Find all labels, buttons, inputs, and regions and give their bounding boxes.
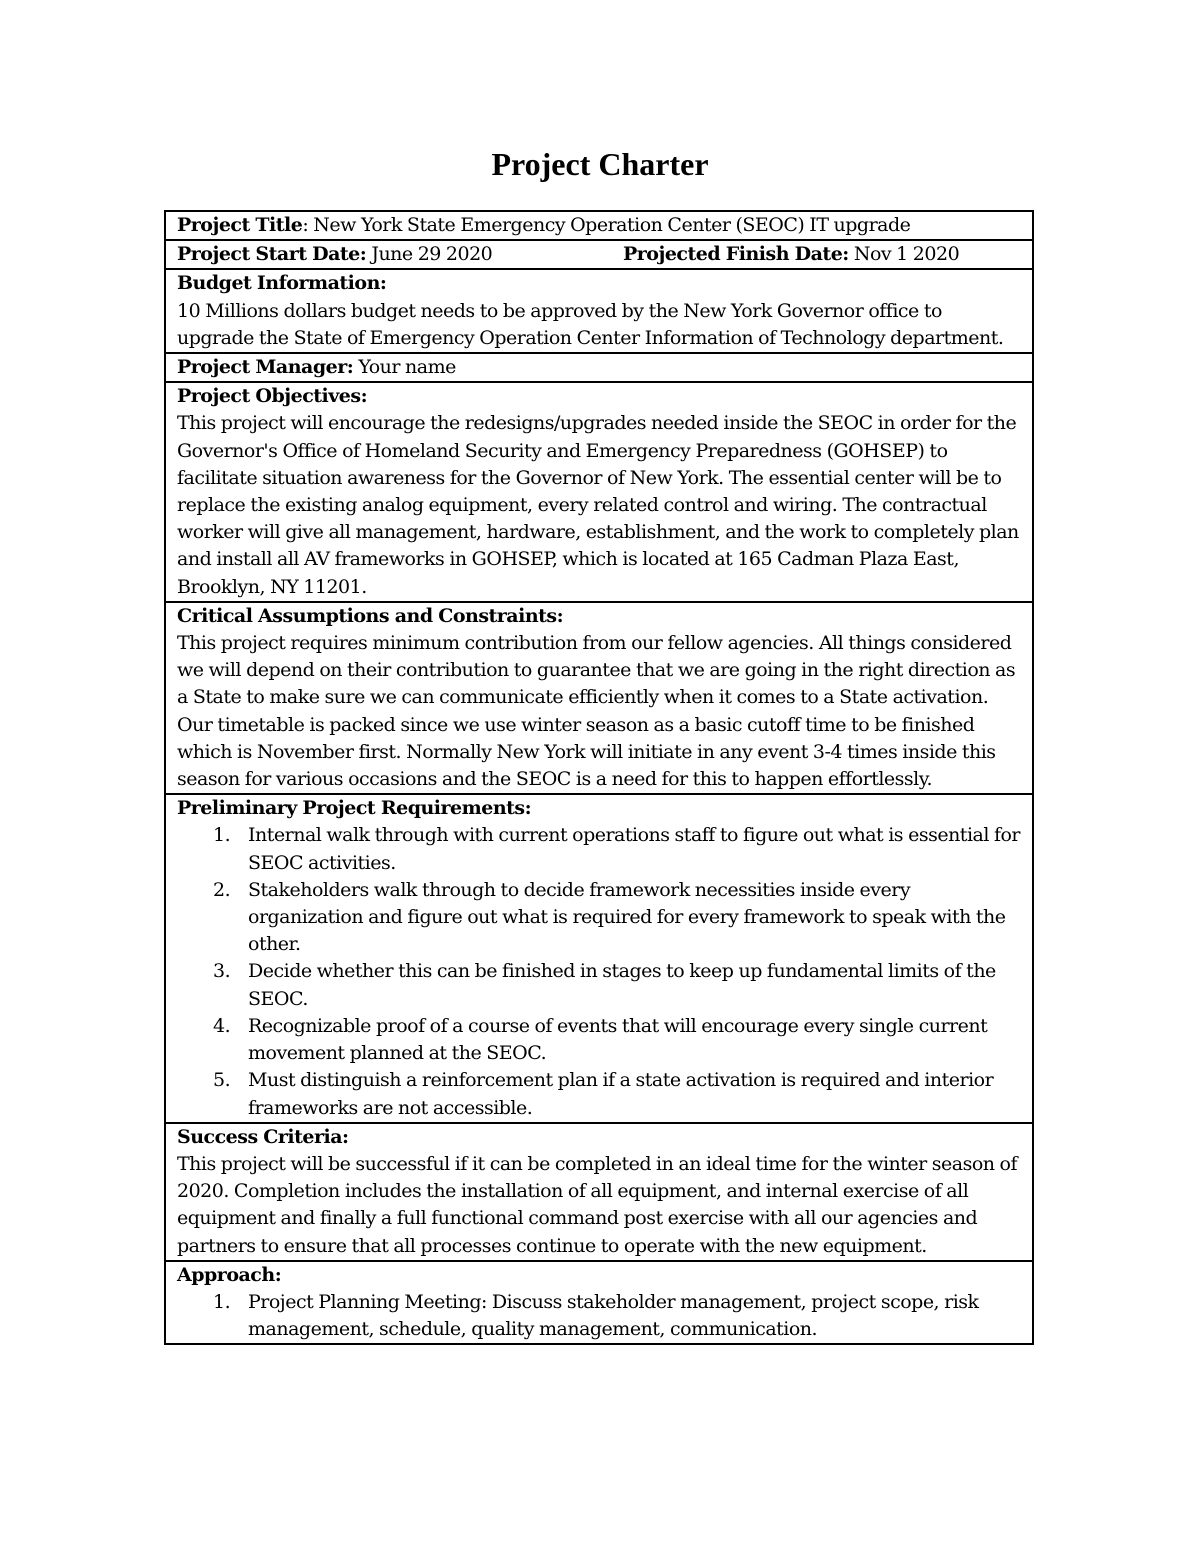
manager-value: Your name (358, 356, 456, 379)
list-item-text: Decide whether this can be finished in stages to keep up fundamental limits of the SEOC. (248, 960, 996, 1010)
list-number: 4. (213, 1014, 231, 1037)
manager-label: Project Manager: (177, 356, 354, 379)
list-item-text: Must distinguish a reinforcement plan if a state activation is required and interior frameworks are not accessible. (248, 1069, 994, 1119)
start-date-cell (177, 241, 623, 268)
project-title-value: New York State Emergency Operation Center (SEOC) IT upgrade (313, 214, 911, 236)
assumptions-text: This project requires minimum contribution from our fellow agencies. All things considered we will depend on their contribution to guarantee that we are going in the right direction as a State to make sure we can communicate efficiently when it comes to a State activation. Our timetable is packed since we use winter season as a basic cutoff time to be finished which is November first. Normally New York will initiate in any event 3-4 times inside this season for various occasions and the SEOC is a need for this to happen effortlessly. (177, 632, 1016, 791)
charter-table (164, 210, 1034, 1345)
list-number: 2. (213, 878, 231, 901)
objectives-row (166, 383, 1032, 603)
list-item-text: Stakeholders walk through to decide framework necessities inside every organization and figure out what is required for every framework to speak with the other. (248, 878, 1006, 956)
list-item (177, 1013, 1022, 1067)
project-title-label: Project Title (177, 214, 303, 236)
assumptions-row (166, 603, 1032, 795)
approach-row (166, 1262, 1032, 1346)
list-item-text: Recognizable proof of a course of events that will encourage every single current movement planned at the SEOC. (248, 1014, 988, 1065)
objectives-label: Project Objectives: (177, 385, 368, 408)
list-item (177, 1289, 1022, 1343)
list-item (177, 822, 1022, 876)
list-number: 3. (213, 960, 231, 983)
list-item-text: Internal walk through with current operations staff to figure out what is essential for SEOC activities. (248, 824, 1021, 874)
success-text: This project will be successful if it can be completed in an ideal time for the winter season of 2020. Completion includes the installation of all equipment, and internal exercise of all equipment and finally a full functional command post exercise with all our agencies and partners to ensure that all processes continue to operate with the new equipment. (177, 1152, 1018, 1257)
budget-text: 10 Millions dollars budget needs to be approved by the New York Governor office to upgrade the State of Emergency Operation Center Information of Technology department. (177, 299, 1004, 349)
list-number: 1. (213, 824, 231, 847)
list-item (177, 1067, 1022, 1121)
objectives-text: This project will encourage the redesigns/upgrades needed inside the SEOC in order for the Governor's Office of Homeland Security and Emergency Preparedness (GOHSEP) to facilitate situation awareness for the Governor of New York. The essential center will be to replace the existing analog equipment, every related control and wiring. The contractual worker will give all management, hardware, establishment, and the work to completely plan and install all AV frameworks in GOHSEP, which is located at 165 Cadman Plaza East, Brooklyn, NY 11201. (177, 412, 1019, 598)
colon: : (302, 214, 314, 236)
list-number: 5. (213, 1069, 231, 1092)
finish-date-cell (623, 241, 959, 268)
budget-row (166, 270, 1032, 354)
approach-list (177, 1289, 1022, 1343)
finish-date-label: Projected Finish Date: (623, 243, 849, 266)
list-item-text: Project Planning Meeting: Discuss stakeholder management, project scope, risk management, schedule, quality management, communication. (248, 1290, 979, 1341)
dates-row (166, 241, 1032, 270)
assumptions-label: Critical Assumptions and Constraints: (177, 604, 564, 627)
project-title-row (166, 212, 1032, 241)
approach-label: Approach: (177, 1263, 282, 1286)
requirements-label: Preliminary Project Requirements: (177, 797, 532, 820)
budget-label: Budget Information: (177, 272, 387, 295)
requirements-list (177, 822, 1022, 1121)
start-date-value: June 29 2020 (371, 243, 493, 266)
list-number: 1. (213, 1290, 231, 1313)
requirements-row (166, 795, 1032, 1123)
start-date-label: Project Start Date: (177, 243, 367, 266)
finish-date-value: Nov 1 2020 (853, 243, 960, 266)
success-label: Success Criteria: (177, 1125, 349, 1148)
page-title: Project Charter (491, 146, 709, 182)
success-row (166, 1124, 1032, 1262)
list-item (177, 877, 1022, 959)
list-item (177, 958, 1022, 1012)
manager-row (166, 354, 1032, 383)
